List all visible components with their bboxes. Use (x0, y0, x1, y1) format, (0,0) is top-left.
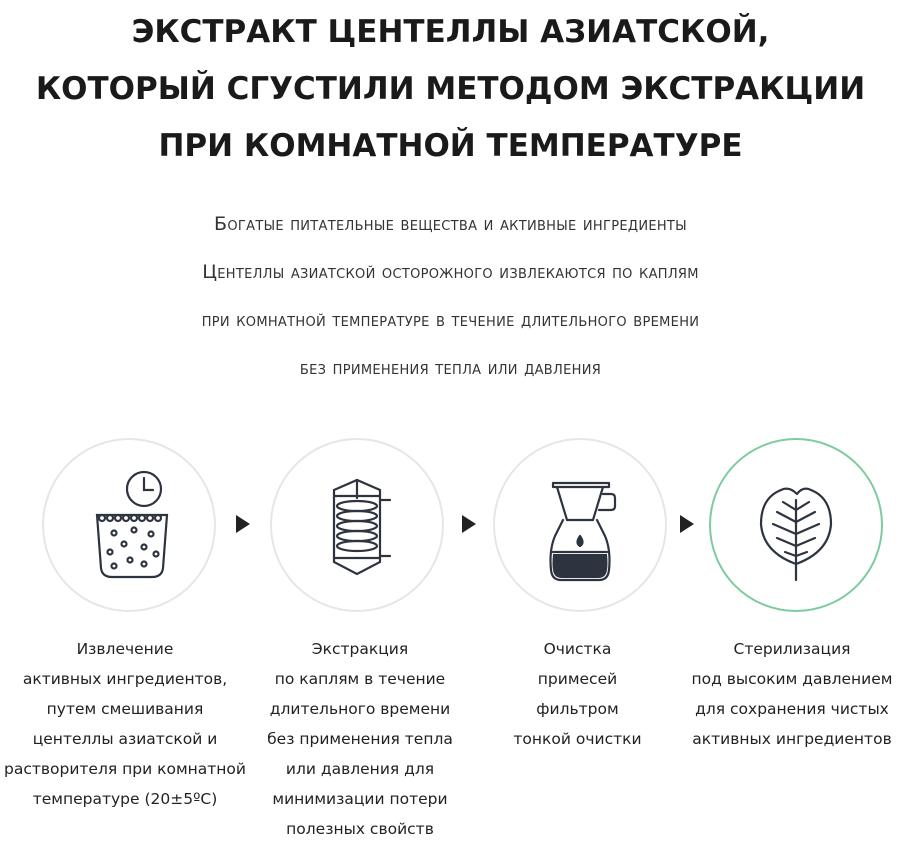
page-subtitle (0, 200, 901, 392)
title-line: ЭКСТРАКТ ЦЕНТЕЛЛЫ АЗИАТСКОЙ, (131, 14, 770, 50)
caption-line: Извлечение (76, 640, 174, 658)
caption-line: путем смешивания (46, 700, 204, 718)
arrow-right-icon (236, 515, 250, 533)
subtitle-line: Богатые питательные вещества и активные ингредиенты (214, 213, 687, 235)
subtitle-line: без применения тепла или давления (299, 357, 602, 379)
arrow-right-icon (462, 515, 476, 533)
caption-line: растворителя при комнатной (3, 760, 246, 778)
step-extraction (42, 438, 216, 612)
caption-line: длительного времени (269, 700, 451, 718)
caption-sterilization (683, 634, 901, 754)
caption-line: Очистка (543, 640, 612, 658)
step-circle (270, 438, 444, 612)
caption-line: или давления для (285, 760, 435, 778)
step-purification (493, 438, 667, 612)
page-title (0, 4, 901, 175)
caption-line: без применения тепла (267, 730, 453, 748)
clock-bubbles-pot-icon (44, 440, 214, 610)
caption-line: активных ингредиентов (692, 730, 892, 748)
caption-line: Экстракция (311, 640, 409, 658)
caption-line: примесей (537, 670, 618, 688)
step-sterilization (709, 438, 883, 612)
coil-extractor-icon (272, 440, 442, 610)
arrow-right-icon (680, 515, 694, 533)
caption-line: активных ингредиентов, (22, 670, 228, 688)
caption-line: по каплям в течение (274, 670, 446, 688)
caption-line: центеллы азиатской и (32, 730, 218, 748)
subtitle-line: Центеллы азиатской осторожного извлекаются по каплям (202, 261, 699, 283)
drip-filter-icon (495, 440, 665, 610)
leaf-icon (711, 440, 881, 610)
caption-line: минимизации потери (272, 790, 448, 808)
caption-extraction (0, 634, 250, 814)
subtitle-line: при комнатной температуре в течение длительного времени (201, 309, 700, 331)
step-circle (709, 438, 883, 612)
caption-line: под высоким давлением (691, 670, 893, 688)
caption-drip-extraction (255, 634, 465, 844)
step-circle (42, 438, 216, 612)
caption-line: тонкой очистки (513, 730, 642, 748)
caption-line: полезных свойств (286, 820, 434, 838)
caption-purification (495, 634, 660, 754)
title-line: КОТОРЫЙ СГУСТИЛИ МЕТОДОМ ЭКСТРАКЦИИ (35, 71, 866, 107)
title-line: ПРИ КОМНАТНОЙ ТЕМПЕРАТУРЕ (158, 128, 743, 164)
step-drip-extraction (270, 438, 444, 612)
caption-line: фильтром (536, 700, 619, 718)
step-circle (493, 438, 667, 612)
caption-line: температуре (20±5ºC) (32, 790, 218, 808)
caption-line: Стерилизация (733, 640, 851, 658)
caption-line: для сохранения чистых (695, 700, 889, 718)
